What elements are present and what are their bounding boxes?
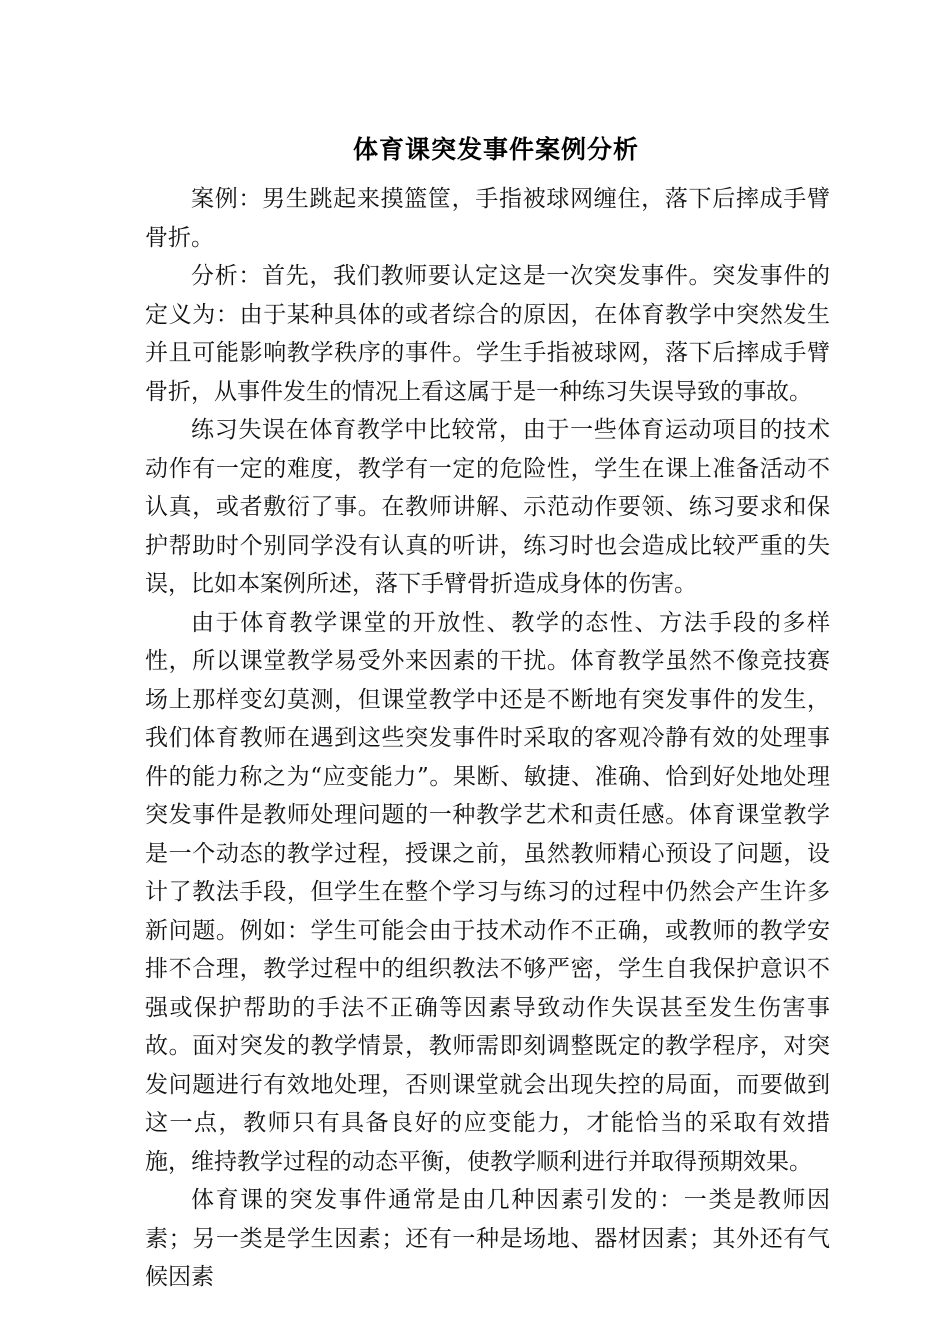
- paragraph-analysis: 分析：首先，我们教师要认定这是一次突发事件。突发事件的定义为：由于某种具体的或者综合的原因，在体育教学中突然发生并且可能影响教学秩序的事件。学生手指被球网，落下后摔成手臂骨折，从事件发生的情况上看这属于是一种练习失误导致的事故。: [145, 263, 830, 405]
- paragraph-causes: 体育课的突发事件通常是由几种因素引发的：一类是教师因素；另一类是学生因素；还有一种是场地、器材因素；其外还有气候因素: [145, 1187, 830, 1290]
- document-title: 体育课突发事件案例分析: [352, 135, 639, 164]
- paragraph-practice-errors: 练习失误在体育教学中比较常，由于一些体育运动项目的技术动作有一定的难度，教学有一定的危险性，学生在课上准备活动不认真，或者敷衍了事。在教师讲解、示范动作要领、练习要求和保护帮助时个别同学没有认真的听讲，练习时也会造成比较严重的失误，比如本案例所述，落下手臂骨折造成身体的伤害。: [145, 417, 830, 597]
- paragraph-adaptability: 由于体育教学课堂的开放性、教学的态性、方法手段的多样性，所以课堂教学易受外来因素的干扰。体育教学虽然不像竞技赛场上那样变幻莫测，但课堂教学中还是不断地有突发事件的发生，我们体育教师在遇到这些突发事件时采取的客观冷静有效的处理事件的能力称之为“应变能力”。果断、敏捷、准确、恰到好处地处理突发事件是教师处理问题的一种教学艺术和责任感。体育课堂教学是一个动态的教学过程，授课之前，虽然教师精心预设了问题，设计了教法手段，但学生在整个学习与练习的过程中仍然会产生许多新问题。例如：学生可能会由于技术动作不正确，或教师的教学安排不合理，教学过程中的组织教法不够严密，学生自我保护意识不强或保护帮助的手法不正确等因素导致动作失误甚至发生伤害事故。面对突发的教学情景，教师需即刻调整既定的教学程序，对突发问题进行有效地处理，否则课堂就会出现失控的局面，而要做到这一点，教师只有具备良好的应变能力，才能恰当的采取有效措施，维持教学过程的动态平衡，使教学顺利进行并取得预期效果。: [145, 609, 830, 1175]
- document-body: [145, 180, 830, 1297]
- paragraph-case: 案例：男生跳起来摸篮筐，手指被球网缠住，落下后摔成手臂骨折。: [145, 186, 830, 251]
